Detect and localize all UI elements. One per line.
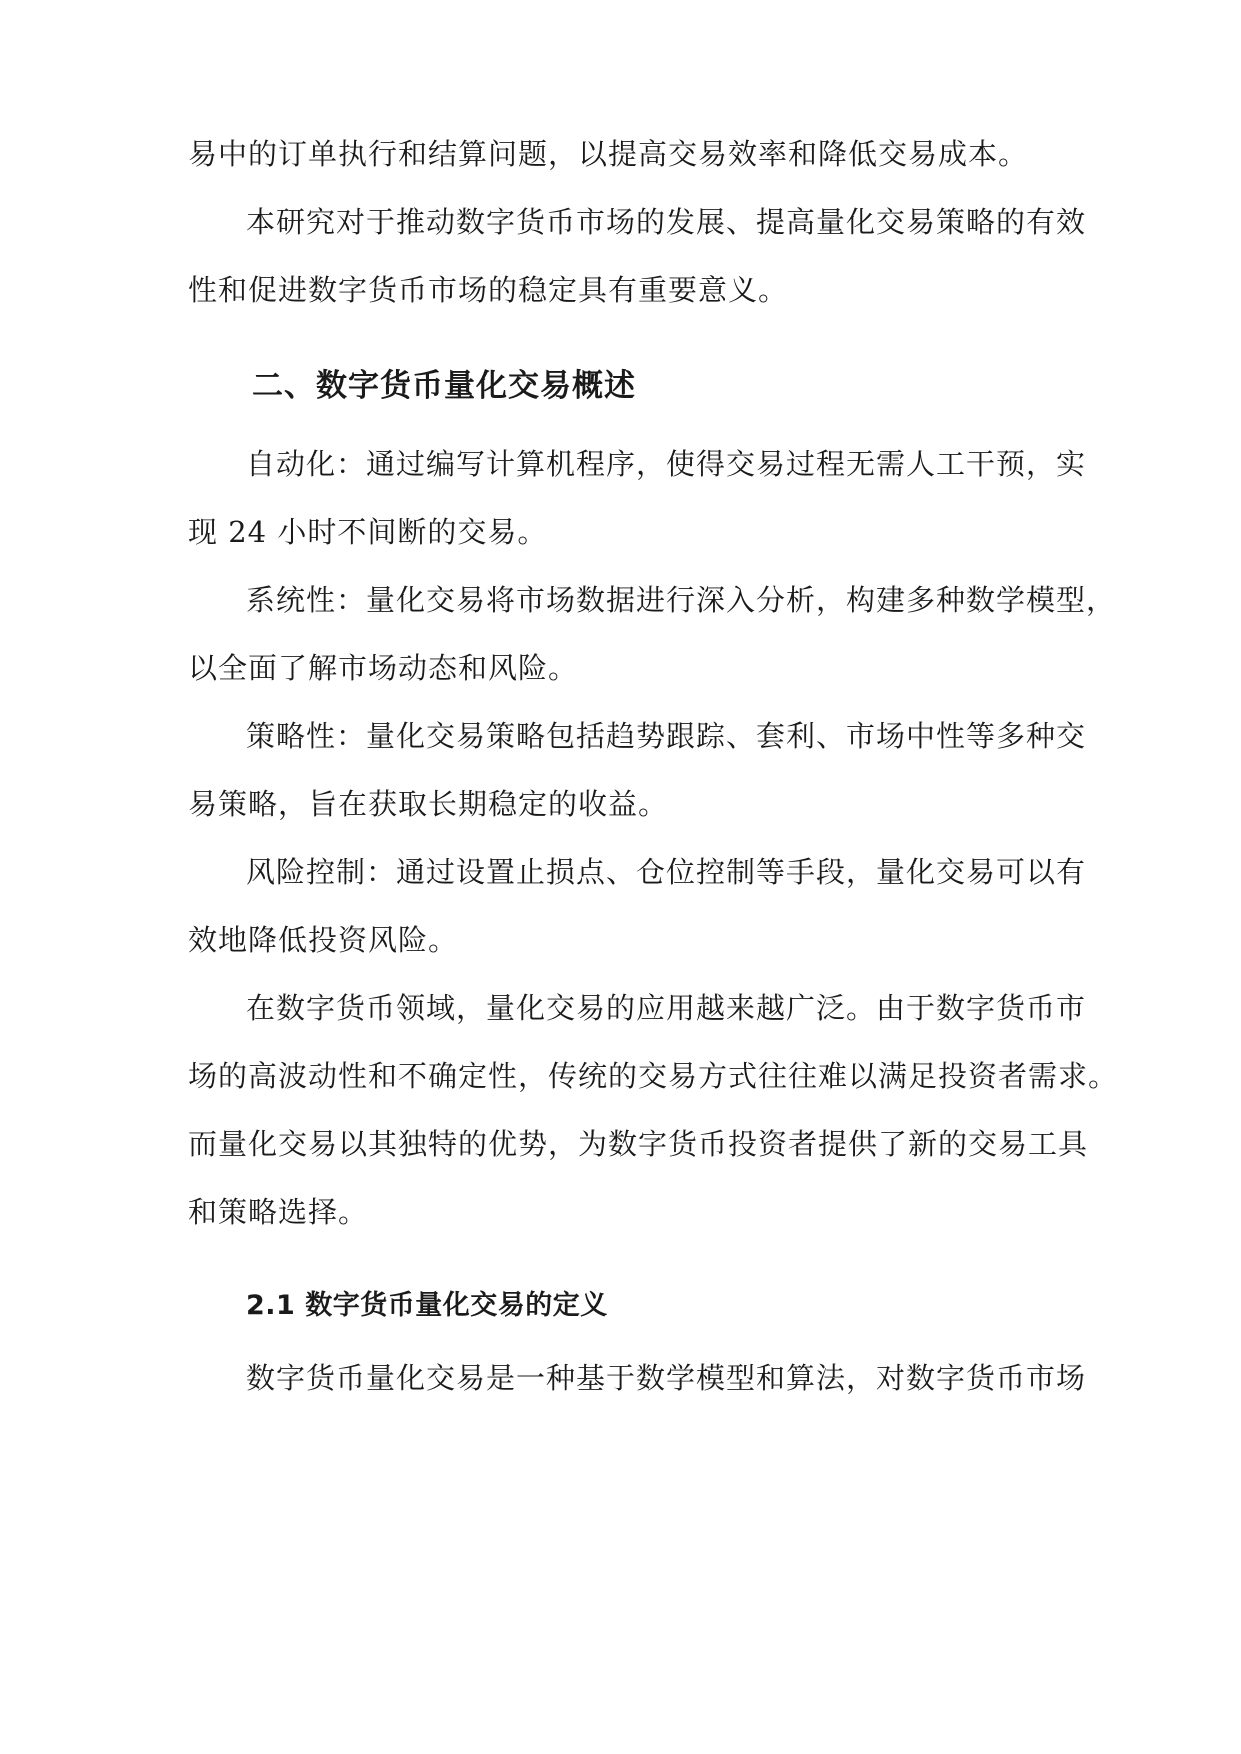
- paragraph-line: 效地降低投资风险。: [188, 923, 459, 957]
- paragraph-line: 易策略，旨在获取长期稳定的收益。: [188, 787, 669, 821]
- paragraph-line: 数字货币量化交易是一种基于数学模型和算法，对数字货币市场: [246, 1361, 1087, 1395]
- paragraph-line: 场的高波动性和不确定性，传统的交易方式往往难以满足投资者需求。: [188, 1059, 1119, 1093]
- paragraph-line: 自动化：通过编写计算机程序，使得交易过程无需人工干预，实: [246, 447, 1087, 481]
- section-heading: 二、数字货币量化交易概述: [252, 368, 636, 404]
- paragraph-line: 现 24 小时不间断的交易。: [188, 515, 548, 549]
- paragraph-line: 而量化交易以其独特的优势，为数字货币投资者提供了新的交易工具: [188, 1127, 1089, 1161]
- paragraph-line: 易中的订单执行和结算问题，以提高交易效率和降低交易成本。: [188, 137, 1029, 171]
- paragraph-line: 和策略选择。: [188, 1195, 369, 1229]
- paragraph-line: 策略性：量化交易策略包括趋势跟踪、套利、市场中性等多种交: [246, 719, 1087, 753]
- paragraph-line: 系统性：量化交易将市场数据进行深入分析，构建多种数学模型，: [246, 583, 1117, 617]
- paragraph-line: 本研究对于推动数字货币市场的发展、提高量化交易策略的有效: [246, 205, 1087, 239]
- paragraph-line: 在数字货币领域，量化交易的应用越来越广泛。由于数字货币市: [246, 991, 1087, 1025]
- paragraph-line: 性和促进数字货币市场的稳定具有重要意义。: [188, 273, 789, 307]
- paragraph-line: 以全面了解市场动态和风险。: [188, 651, 579, 685]
- subsection-heading: 2.1 数字货币量化交易的定义: [246, 1290, 608, 1321]
- paragraph-line: 风险控制：通过设置止损点、仓位控制等手段，量化交易可以有: [246, 855, 1087, 889]
